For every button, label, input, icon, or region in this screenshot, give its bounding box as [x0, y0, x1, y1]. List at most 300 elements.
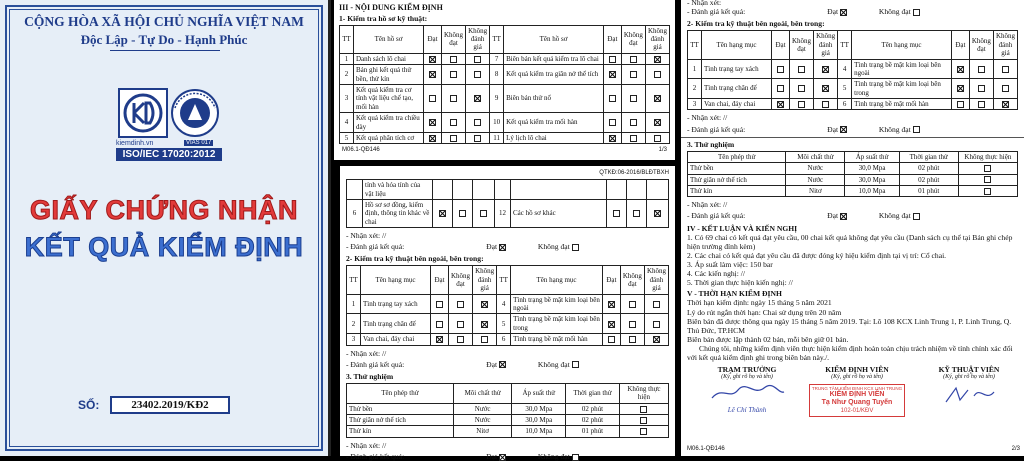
- item-name: Kết quả kiểm tra chiều dày: [354, 113, 424, 133]
- status-checkbox: [450, 135, 457, 142]
- status-checkbox-cell: [621, 85, 645, 113]
- cover-website: kiemdinh.vn: [116, 140, 154, 147]
- fail-checkbox: [572, 454, 579, 461]
- not-performed-checkbox-cell: [619, 403, 668, 414]
- status-checkbox: [777, 85, 784, 92]
- column-header: TT: [497, 266, 511, 294]
- item-name: Van chai, đáy chai: [702, 99, 772, 110]
- test-cell: Thử kín: [688, 185, 786, 196]
- test-cell: Thử bền: [688, 163, 786, 174]
- row-number: 11: [490, 133, 504, 144]
- status-checkbox-cell: [442, 53, 466, 64]
- status-checkbox: [654, 95, 661, 102]
- not-performed-checkbox-cell: [619, 415, 668, 426]
- status-checkbox: [481, 336, 488, 343]
- test-cell: Nước: [786, 163, 845, 174]
- status-checkbox-cell: [442, 133, 466, 144]
- status-checkbox: [978, 101, 985, 108]
- test-cell: 02 phút: [566, 403, 620, 414]
- status-checkbox: [608, 301, 615, 308]
- handwritten-signature-icon: [934, 382, 1004, 408]
- fail-checkbox: [913, 126, 920, 133]
- table-row: [347, 294, 669, 314]
- column-header: Không đánh giá: [993, 31, 1017, 59]
- table-row: [340, 85, 670, 113]
- column-header: Môi chất thử: [453, 383, 512, 403]
- status-checkbox-cell: [951, 59, 969, 79]
- item-name: Tình trạng tay xách: [702, 59, 772, 79]
- column-header: Thời gian thử: [899, 151, 958, 162]
- column-header: Không đạt: [620, 266, 644, 294]
- test-cell: 02 phút: [566, 415, 620, 426]
- column-header: TT: [347, 266, 361, 294]
- status-checkbox-cell: [645, 65, 669, 85]
- status-checkbox: [978, 66, 985, 73]
- test-cell: 01 phút: [566, 426, 620, 437]
- not-performed-checkbox-cell: [619, 426, 668, 437]
- status-checkbox: [457, 321, 464, 328]
- status-checkbox-cell: [644, 294, 668, 314]
- table-row: [688, 185, 1018, 196]
- status-checkbox-cell: [814, 59, 838, 79]
- not-performed-checkbox-cell: [958, 185, 1017, 196]
- signature-title-station: TRẠM TRƯỞNG: [717, 365, 777, 375]
- status-checkbox-cell: [603, 53, 621, 64]
- status-checkbox-cell: [607, 199, 627, 227]
- status-checkbox-cell: [473, 334, 497, 345]
- status-checkbox: [609, 71, 616, 78]
- status-checkbox: [629, 301, 636, 308]
- status-checkbox-cell: [790, 59, 814, 79]
- test-cell: 30,0 Mpa: [512, 415, 566, 426]
- status-checkbox: [608, 336, 615, 343]
- status-checkbox-cell: [620, 294, 644, 314]
- signature-hint: (Ký, ghi rõ họ và tên): [943, 374, 995, 381]
- status-checkbox-cell: [431, 314, 449, 334]
- column-header: Môi chất thử: [786, 151, 845, 162]
- status-checkbox-cell: [442, 65, 466, 85]
- item-name: Kết quả kiểm tra mối hàn: [504, 113, 604, 133]
- conclusion-1: 1. Có 69 chai có kết quả đạt yêu cầu, 00 chai kết quả không đạt yêu cầu (Danh sách cụ thể tại Bản ghi chép hiện trường đính kèm): [687, 232, 1013, 251]
- responsibility-note: Chúng tôi, những kiểm định viên thực hiện kiểm định hoàn toàn chịu trách nhiệm về tính chính xác đối với kết quả kiểm định ghi trong biên bản này./.: [687, 343, 1013, 363]
- item-name: Tình trạng bề mặt kim loại bên ngoài: [852, 59, 952, 79]
- item-name: Tình trạng chân đế: [361, 314, 431, 334]
- fail-label: Không đạt: [878, 211, 911, 221]
- status-checkbox: [439, 210, 446, 217]
- kiemdinh-logo-icon: [118, 88, 168, 138]
- status-checkbox-cell: [951, 79, 969, 99]
- status-checkbox-cell: [473, 314, 497, 334]
- status-checkbox: [436, 336, 443, 343]
- status-checkbox-cell: [645, 85, 669, 113]
- cover-number-label: SỐ:: [78, 398, 100, 412]
- status-checkbox: [957, 101, 964, 108]
- column-header: Không đạt: [449, 266, 473, 294]
- column-header: Đạt: [431, 266, 449, 294]
- status-checkbox: [957, 66, 964, 73]
- column-header: Không đạt: [442, 25, 466, 53]
- status-checkbox: [633, 210, 640, 217]
- accreditation-seal-icon: [170, 88, 220, 138]
- test-cell: Nước: [786, 174, 845, 185]
- status-checkbox: [609, 56, 616, 63]
- status-checkbox: [436, 321, 443, 328]
- status-checkbox: [798, 101, 805, 108]
- signature-title-inspector: KIỂM ĐỊNH VIÊN: [825, 365, 889, 375]
- item-name: Van chai, đáy chai: [361, 334, 431, 345]
- pass-label: Đạt: [486, 242, 498, 252]
- row-number: 8: [490, 65, 504, 85]
- status-checkbox: [957, 85, 964, 92]
- item-name: Tình trạng bề mặt mối hàn: [852, 99, 952, 110]
- column-header: Không thực hiện: [619, 383, 668, 403]
- column-header: Không đánh giá: [645, 25, 669, 53]
- cover-nation: CỘNG HÒA XÃ HỘI CHỦ NGHĨA VIỆT NAM: [24, 14, 304, 29]
- table-row: [347, 314, 669, 334]
- cover-vilas: VIAS 017: [186, 140, 212, 146]
- signature-title-technician: KỸ THUẬT VIÊN: [938, 365, 1000, 375]
- item-name: Tình trạng tay xách: [361, 294, 431, 314]
- not-performed-checkbox: [640, 417, 647, 424]
- status-checkbox-cell: [466, 113, 490, 133]
- table-row: [340, 65, 670, 85]
- status-checkbox-cell: [993, 99, 1017, 110]
- pass-label: Đạt: [486, 359, 498, 369]
- test-table: [687, 151, 1018, 198]
- status-checkbox: [429, 56, 436, 63]
- test-cell: Thử bền: [347, 403, 454, 414]
- status-checkbox-cell: [449, 294, 473, 314]
- item-name: Kết quả kiểm tra giãn nở thể tích: [504, 65, 604, 85]
- column-header: Đạt: [603, 25, 621, 53]
- column-header: Tên hạng mục: [852, 31, 952, 59]
- test-cell: Thử giãn nở thể tích: [347, 415, 454, 426]
- record-name: tính và hóa tính của vật liệu: [363, 180, 433, 200]
- row-number: 2: [347, 314, 361, 334]
- status-checkbox-cell: [431, 294, 449, 314]
- status-checkbox-cell: [442, 113, 466, 133]
- status-checkbox: [450, 95, 457, 102]
- validity-date: Thời hạn kiểm định: ngày 15 tháng 5 năm 2021: [687, 298, 832, 308]
- status-checkbox: [1002, 66, 1009, 73]
- status-checkbox-cell: [772, 59, 790, 79]
- fail-checkbox: [572, 244, 579, 251]
- column-header: Không đạt: [621, 25, 645, 53]
- status-checkbox: [822, 66, 829, 73]
- row-number: 5: [340, 133, 354, 144]
- status-checkbox-cell: [969, 59, 993, 79]
- column-header: Đạt: [602, 266, 620, 294]
- status-checkbox: [429, 71, 436, 78]
- status-checkbox-cell: [603, 65, 621, 85]
- status-checkbox-cell: [951, 99, 969, 110]
- signature-hint: (Ký, ghi rõ họ và tên): [721, 374, 773, 381]
- cover-title-line2: KẾT QUẢ KIỂM ĐỊNH: [24, 232, 304, 262]
- test-cell: 30,0 Mpa: [845, 174, 899, 185]
- status-checkbox: [630, 56, 637, 63]
- status-checkbox-cell: [627, 199, 647, 227]
- cover-inner-border: [9, 9, 319, 447]
- item-name: Kết quả phân tích cơ: [354, 133, 424, 144]
- test-cell: 30,0 Mpa: [512, 403, 566, 414]
- status-checkbox: [457, 336, 464, 343]
- status-checkbox: [822, 85, 829, 92]
- conclusion-3: 3. Áp suất làm việc: 150 bar: [687, 260, 773, 269]
- status-checkbox-cell: [969, 79, 993, 99]
- status-checkbox: [798, 85, 805, 92]
- test-cell: Thử kín: [347, 426, 454, 437]
- status-checkbox-cell: [969, 99, 993, 110]
- column-header: Tên phép thử: [688, 151, 786, 162]
- item-name: Danh sách lô chai: [354, 53, 424, 64]
- item-name: Tình trạng bề mặt kim loại bên trong: [511, 314, 603, 334]
- status-checkbox-cell: [466, 85, 490, 113]
- subsection-title: 3. Thử nghiệm: [346, 371, 394, 381]
- inspection-page-2: [340, 166, 675, 461]
- status-checkbox-cell: [993, 79, 1017, 99]
- column-header: Đạt: [424, 25, 442, 53]
- status-checkbox-cell: [453, 199, 473, 227]
- table-row: [347, 426, 669, 437]
- column-header: Không thực hiện: [958, 151, 1017, 162]
- pass-label: Đạt: [827, 124, 839, 134]
- status-checkbox: [777, 101, 784, 108]
- test-cell: 01 phút: [899, 185, 958, 196]
- fail-label: Không đạt: [537, 451, 570, 461]
- status-checkbox-cell: [644, 314, 668, 334]
- status-checkbox-cell: [645, 113, 669, 133]
- status-checkbox: [654, 210, 661, 217]
- records-table: [339, 25, 670, 145]
- column-header: Tên hạng mục: [702, 31, 772, 59]
- eval-label: - Đánh giá kết quả:: [346, 359, 405, 369]
- test-cell: 10,0 Mpa: [512, 426, 566, 437]
- row-number: 7: [490, 53, 504, 64]
- row-number: 6: [347, 199, 363, 227]
- status-checkbox: [654, 56, 661, 63]
- fail-checkbox: [572, 361, 579, 368]
- eval-label: - Đánh giá kết quả:: [687, 211, 746, 221]
- row-number: 4: [340, 113, 354, 133]
- procedure-code: QTKĐ:06-2016/BLĐTBXH: [599, 170, 669, 176]
- status-checkbox: [474, 56, 481, 63]
- column-header: Không đánh giá: [466, 25, 490, 53]
- remark: - Nhận xét: //: [687, 113, 728, 123]
- row-number: 3: [347, 334, 361, 345]
- column-header: TT: [688, 31, 702, 59]
- cover-divider: [110, 50, 220, 51]
- status-checkbox: [608, 321, 615, 328]
- row-number: 2: [688, 79, 702, 99]
- item-name: Lý lịch lô chai: [504, 133, 604, 144]
- remark: - Nhận xét: //: [346, 440, 387, 450]
- eval-label: - Đánh giá kết quả:: [346, 451, 405, 461]
- inspection-page-3: [681, 0, 1024, 456]
- status-checkbox-cell: [645, 133, 669, 144]
- remark: - Nhận xét:: [687, 0, 722, 7]
- status-checkbox-cell: [466, 65, 490, 85]
- item-name: Tình trạng bề mặt kim loại bên trong: [852, 79, 952, 99]
- status-checkbox-cell: [772, 99, 790, 110]
- test-cell: 02 phút: [899, 163, 958, 174]
- not-performed-checkbox: [640, 428, 647, 435]
- inspection-items-table: [687, 30, 1018, 110]
- pass-checkbox: [499, 454, 506, 461]
- test-cell: Nitơ: [786, 185, 845, 196]
- status-checkbox-cell: [621, 113, 645, 133]
- table-row: [340, 133, 670, 144]
- inspection-items-table: [346, 265, 669, 345]
- status-checkbox: [798, 66, 805, 73]
- test-table: [346, 383, 669, 438]
- pass-label: Đạt: [486, 451, 498, 461]
- row-number: 1: [347, 294, 361, 314]
- status-checkbox: [429, 95, 436, 102]
- table-row: [340, 113, 670, 133]
- conclusion-4: 4. Các kiến nghị: //: [687, 269, 745, 279]
- status-checkbox-cell: [644, 334, 668, 345]
- status-checkbox: [654, 119, 661, 126]
- table-row: [347, 415, 669, 426]
- pass-checkbox: [840, 213, 847, 220]
- status-checkbox: [630, 135, 637, 142]
- approval-note: Biên bản đã được thông qua ngày 15 tháng 5 năm 2019. Tại: Lô 108 KCX Linh Trung 1, P. Linh Trung, Q. Thủ Đức, TP.HCM: [687, 316, 1012, 335]
- column-header: Không đánh giá: [473, 266, 497, 294]
- status-checkbox: [653, 321, 660, 328]
- status-checkbox-cell: [790, 79, 814, 99]
- eval-label: - Đánh giá kết quả:: [346, 242, 405, 252]
- status-checkbox-cell: [621, 65, 645, 85]
- status-checkbox-cell: [602, 294, 620, 314]
- test-cell: 02 phút: [899, 174, 958, 185]
- status-checkbox-cell: [424, 133, 442, 144]
- item-name: Kết quả kiểm tra cơ tính vật liệu chế tạo, mối hàn: [354, 85, 424, 113]
- row-number: 9: [490, 85, 504, 113]
- row-number: 6: [497, 334, 511, 345]
- status-checkbox: [474, 135, 481, 142]
- status-checkbox: [436, 301, 443, 308]
- fail-checkbox: [913, 9, 920, 16]
- column-header: Không đánh giá: [644, 266, 668, 294]
- fail-checkbox: [913, 213, 920, 220]
- table-row: [347, 334, 669, 345]
- status-checkbox-cell: [602, 334, 620, 345]
- status-checkbox-cell: [645, 53, 669, 64]
- status-checkbox-cell: [466, 53, 490, 64]
- column-header: Không đạt: [790, 31, 814, 59]
- column-header: Thời gian thử: [566, 383, 620, 403]
- status-checkbox-cell: [790, 99, 814, 110]
- conclusion-5: 5. Thời gian thực hiện kiến nghị: //: [687, 278, 793, 288]
- test-cell: 10,0 Mpa: [845, 185, 899, 196]
- column-header: Áp suất thử: [512, 383, 566, 403]
- pass-checkbox: [840, 9, 847, 16]
- remark: - Nhận xét: //: [687, 200, 728, 210]
- status-checkbox: [629, 321, 636, 328]
- status-checkbox-cell: [621, 53, 645, 64]
- status-checkbox: [609, 95, 616, 102]
- cover-number-value: 23402.2019/KĐ2: [110, 396, 230, 414]
- status-checkbox: [654, 135, 661, 142]
- status-checkbox-cell: [466, 133, 490, 144]
- not-performed-checkbox: [984, 188, 991, 195]
- status-checkbox-cell: [602, 314, 620, 334]
- cover-motto: Độc Lập - Tự Do - Hạnh Phúc: [80, 32, 248, 47]
- status-checkbox: [630, 71, 637, 78]
- page-number: 2/3: [1011, 445, 1020, 452]
- signature-name-station: Lê Chí Thành: [727, 405, 767, 414]
- eval-label: - Đánh giá kết quả:: [687, 7, 746, 17]
- validity-reason: Lý do rút ngắn thời hạn: Chai sử dụng trên 20 năm: [687, 307, 842, 317]
- column-header: TT: [490, 25, 504, 53]
- copies-note: Biên bản được lập thành 02 bản, mỗi bên giữ 01 bản.: [687, 334, 849, 344]
- status-checkbox: [474, 71, 481, 78]
- status-checkbox: [474, 95, 481, 102]
- status-checkbox-cell: [449, 334, 473, 345]
- test-cell: Nitơ: [453, 426, 512, 437]
- status-checkbox: [429, 135, 436, 142]
- not-performed-checkbox-cell: [958, 174, 1017, 185]
- status-checkbox: [630, 119, 637, 126]
- fail-label: Không đạt: [537, 242, 570, 252]
- status-checkbox-cell: [603, 133, 621, 144]
- row-number: 10: [490, 113, 504, 133]
- stamp-org: TRUNG TÂM KIỂM ĐỊNH KCX LINH TRUNG: [811, 385, 903, 391]
- status-checkbox-cell: [424, 53, 442, 64]
- item-name: Tình trạng bề mặt kim loại bên ngoài: [511, 294, 603, 314]
- status-checkbox: [457, 301, 464, 308]
- status-checkbox: [978, 85, 985, 92]
- not-performed-checkbox: [984, 176, 991, 183]
- eval-label: - Đánh giá kết quả:: [687, 124, 746, 134]
- status-checkbox: [613, 210, 620, 217]
- status-checkbox-cell: [433, 199, 453, 227]
- item-name: Tình trạng bề mặt mối hàn: [511, 334, 603, 345]
- row-number: 4: [838, 59, 852, 79]
- row-number: 12: [495, 199, 511, 227]
- status-checkbox-cell: [424, 85, 442, 113]
- status-checkbox-cell: [620, 334, 644, 345]
- status-checkbox: [653, 336, 660, 343]
- subsection-title: 2- Kiểm tra kỹ thuật bên ngoài, bên trong:: [687, 19, 825, 29]
- item-name: Bản ghi kết quả thử bền, thử kín: [354, 65, 424, 85]
- status-checkbox: [480, 210, 487, 217]
- item-name: Các hồ sơ khác: [511, 199, 607, 227]
- column-header: Không đạt: [969, 31, 993, 59]
- status-checkbox-cell: [603, 85, 621, 113]
- status-checkbox: [654, 71, 661, 78]
- item-name: Tình trạng chân đế: [702, 79, 772, 99]
- status-checkbox: [609, 135, 616, 142]
- status-checkbox-cell: [814, 99, 838, 110]
- table-row: [688, 174, 1018, 185]
- status-checkbox-cell: [424, 65, 442, 85]
- status-checkbox: [481, 301, 488, 308]
- column-header: TT: [838, 31, 852, 59]
- status-checkbox-cell: [814, 79, 838, 99]
- row-number: 4: [497, 294, 511, 314]
- status-checkbox: [450, 119, 457, 126]
- status-checkbox-cell: [424, 113, 442, 133]
- pass-checkbox: [840, 126, 847, 133]
- test-cell: Thử giãn nở thể tích: [688, 174, 786, 185]
- fail-label: Không đạt: [537, 359, 570, 369]
- pass-label: Đạt: [827, 7, 839, 17]
- status-checkbox: [474, 119, 481, 126]
- column-header: Áp suất thử: [845, 151, 899, 162]
- row-number: 3: [688, 99, 702, 110]
- status-checkbox: [629, 336, 636, 343]
